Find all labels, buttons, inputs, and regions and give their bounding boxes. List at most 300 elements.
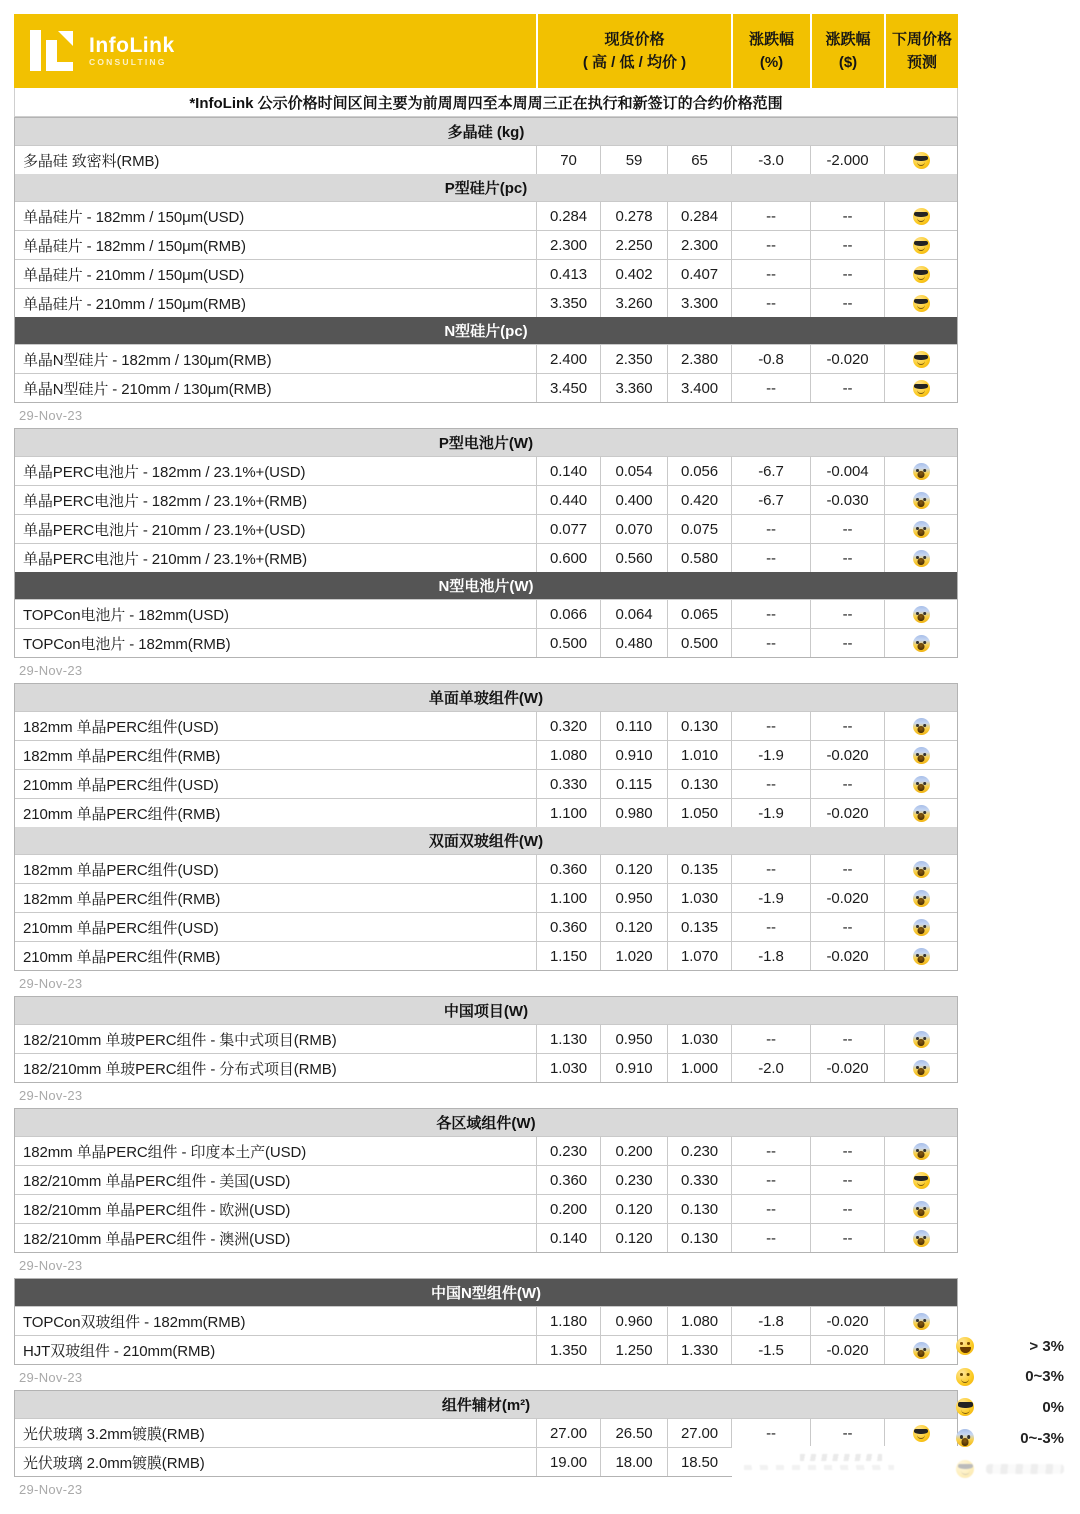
change-pct: -6.7 <box>731 457 810 485</box>
product-row <box>15 1335 957 1364</box>
change-usd: -- <box>810 202 884 230</box>
brand-text <box>89 35 175 68</box>
product-row <box>15 230 957 259</box>
price-high: 1.100 <box>536 884 600 912</box>
screaming-emoji-icon <box>913 1230 930 1247</box>
change-usd: -0.020 <box>810 1336 884 1364</box>
product-name: 210mm 单晶PERC组件(USD) <box>23 919 219 937</box>
change-pct: -- <box>731 1195 810 1223</box>
legend-item <box>956 1362 1064 1393</box>
legend-item <box>956 1392 1064 1423</box>
section-header: 中国N型组件(W) <box>15 1279 957 1306</box>
sunglasses-emoji-icon <box>913 152 930 169</box>
price-avg: 0.420 <box>667 486 731 514</box>
screaming-emoji-icon <box>913 805 930 822</box>
forecast-cell <box>884 942 957 970</box>
col-label: 涨跌幅 <box>825 30 871 48</box>
table-header <box>14 14 958 88</box>
change-usd: -0.020 <box>810 1307 884 1335</box>
price-high: 0.360 <box>536 1166 600 1194</box>
price-avg: 1.030 <box>667 1025 731 1053</box>
product-name: 光伏玻璃 2.0mm镀膜(RMB) <box>23 1454 205 1472</box>
table-block <box>14 428 958 658</box>
price-avg: 3.300 <box>667 289 731 317</box>
change-usd: -0.020 <box>810 942 884 970</box>
forecast-cell <box>884 1224 957 1252</box>
screaming-emoji-icon <box>913 890 930 907</box>
price-avg: 0.407 <box>667 260 731 288</box>
change-pct: -- <box>731 1166 810 1194</box>
col-label: 现货价格 <box>604 30 665 48</box>
price-high: 0.413 <box>536 260 600 288</box>
screaming-emoji-icon <box>913 463 930 480</box>
forecast-cell <box>884 741 957 769</box>
forecast-cell <box>884 913 957 941</box>
screaming-emoji-icon <box>913 1201 930 1218</box>
product-row <box>15 373 957 402</box>
col-forecast <box>884 14 958 88</box>
forecast-cell <box>884 486 957 514</box>
price-low: 0.402 <box>600 260 667 288</box>
product-row <box>15 145 957 174</box>
price-low: 2.350 <box>600 345 667 373</box>
product-name: 多晶硅 致密料(RMB) <box>23 152 160 170</box>
price-avg: 0.130 <box>667 1195 731 1223</box>
table-blocks <box>14 117 958 1502</box>
brand-name: InfoLink <box>89 33 175 57</box>
change-usd: -- <box>810 1224 884 1252</box>
date-label: 29-Nov-23 <box>19 1370 83 1385</box>
change-pct: -- <box>731 712 810 740</box>
product-name: 182/210mm 单晶PERC组件 - 澳洲(USD) <box>23 1230 291 1248</box>
change-pct: -1.5 <box>731 1336 810 1364</box>
product-name: 182/210mm 单晶PERC组件 - 美国(USD) <box>23 1172 291 1190</box>
col-change-usd <box>810 14 884 88</box>
product-row <box>15 941 957 970</box>
change-usd: -- <box>810 1419 884 1447</box>
price-low: 1.250 <box>600 1336 667 1364</box>
product-name: 210mm 单晶PERC组件(RMB) <box>23 805 221 823</box>
change-pct: -- <box>731 544 810 572</box>
price-high: 0.440 <box>536 486 600 514</box>
price-high: 0.140 <box>536 457 600 485</box>
price-high: 0.320 <box>536 712 600 740</box>
product-row <box>15 288 957 317</box>
change-usd: -- <box>810 1195 884 1223</box>
product-row <box>15 1223 957 1252</box>
product-row <box>15 711 957 740</box>
price-low: 0.278 <box>600 202 667 230</box>
legend-label: > 3% <box>1029 1337 1064 1355</box>
product-name: 210mm 单晶PERC组件(RMB) <box>23 948 221 966</box>
change-pct: -0.8 <box>731 345 810 373</box>
product-row <box>15 1053 957 1082</box>
col-sublabel: ( 高 / 低 / 均价 ) <box>582 53 687 71</box>
legend-item <box>956 1453 1064 1484</box>
forecast-cell <box>884 1166 957 1194</box>
forecast-cell <box>884 260 957 288</box>
product-name: 182/210mm 单晶PERC组件 - 欧洲(USD) <box>23 1201 291 1219</box>
price-low: 59 <box>600 146 667 174</box>
price-high: 2.400 <box>536 345 600 373</box>
sunglasses-emoji-icon <box>913 1172 930 1189</box>
forecast-cell <box>884 231 957 259</box>
price-high: 0.500 <box>536 629 600 657</box>
change-pct: -1.9 <box>731 799 810 827</box>
sunglasses-emoji-icon <box>913 266 930 283</box>
product-row <box>15 543 957 572</box>
screaming-emoji-icon <box>913 1060 930 1077</box>
section-header: P型硅片(pc) <box>15 174 957 201</box>
forecast-cell <box>884 515 957 543</box>
change-pct: -3.0 <box>731 146 810 174</box>
price-avg: 18.50 <box>667 1448 731 1476</box>
change-pct: -6.7 <box>731 486 810 514</box>
sunglasses-emoji-icon <box>913 295 930 312</box>
product-name: 单晶PERC电池片 - 182mm / 23.1%+(RMB) <box>23 492 308 510</box>
col-sublabel: (%) <box>759 53 784 71</box>
price-avg: 1.080 <box>667 1307 731 1335</box>
section-header: 双面双玻组件(W) <box>15 827 957 854</box>
sunglasses-emoji-icon <box>913 208 930 225</box>
product-name: 单晶PERC电池片 - 182mm / 23.1%+(USD) <box>23 463 306 481</box>
price-high: 0.360 <box>536 855 600 883</box>
product-row <box>15 1024 957 1053</box>
price-avg: 0.230 <box>667 1137 731 1165</box>
price-high: 1.180 <box>536 1307 600 1335</box>
forecast-cell <box>884 1195 957 1223</box>
product-name: TOPCon电池片 - 182mm(USD) <box>23 606 229 624</box>
product-name: 单晶N型硅片 - 210mm / 130μm(RMB) <box>23 380 272 398</box>
change-usd: -- <box>810 289 884 317</box>
price-low: 0.980 <box>600 799 667 827</box>
change-usd: -0.020 <box>810 884 884 912</box>
product-name: 210mm 单晶PERC组件(USD) <box>23 776 219 794</box>
forecast-cell <box>884 1336 957 1364</box>
price-avg: 0.284 <box>667 202 731 230</box>
watermark-blob <box>732 1446 958 1477</box>
forecast-cell <box>884 799 957 827</box>
product-name: 182mm 单晶PERC组件(USD) <box>23 718 219 736</box>
price-low: 3.360 <box>600 374 667 402</box>
sunglasses-emoji-icon <box>956 1398 974 1416</box>
product-row <box>15 599 957 628</box>
price-avg: 27.00 <box>667 1419 731 1447</box>
change-pct: -1.9 <box>731 884 810 912</box>
screaming-emoji-icon <box>913 747 930 764</box>
legend-item <box>956 1331 1064 1362</box>
table-block <box>14 117 958 403</box>
product-name: TOPCon双玻组件 - 182mm(RMB) <box>23 1313 246 1331</box>
product-name: 单晶硅片 - 182mm / 150μm(RMB) <box>23 237 246 255</box>
forecast-cell <box>884 629 957 657</box>
price-high: 0.330 <box>536 770 600 798</box>
table-block <box>14 683 958 971</box>
product-row <box>15 1136 957 1165</box>
legend-item <box>956 1423 1064 1454</box>
price-high: 0.066 <box>536 600 600 628</box>
screaming-emoji-icon <box>913 919 930 936</box>
forecast-legend <box>956 1331 1064 1484</box>
sunglasses-emoji-icon <box>913 237 930 254</box>
change-pct: -- <box>731 289 810 317</box>
price-low: 0.200 <box>600 1137 667 1165</box>
section-header: 中国项目(W) <box>15 997 957 1024</box>
price-high: 0.140 <box>536 1224 600 1252</box>
section-header: 多晶硅 (kg) <box>15 118 957 145</box>
product-row <box>15 798 957 827</box>
price-high: 0.077 <box>536 515 600 543</box>
sunglasses-emoji-icon <box>913 1425 930 1442</box>
section-header: 组件辅材(m²) <box>15 1391 957 1418</box>
legend-label: 0% <box>1042 1398 1064 1416</box>
change-usd: -- <box>810 712 884 740</box>
date-label: 29-Nov-23 <box>19 408 83 423</box>
price-low: 3.260 <box>600 289 667 317</box>
price-high: 3.450 <box>536 374 600 402</box>
change-usd: -- <box>810 600 884 628</box>
change-pct: -- <box>731 260 810 288</box>
change-usd: -- <box>810 855 884 883</box>
price-table <box>14 14 958 1502</box>
price-low: 26.50 <box>600 1419 667 1447</box>
price-avg: 0.130 <box>667 1224 731 1252</box>
price-low: 0.950 <box>600 884 667 912</box>
forecast-cell <box>884 1054 957 1082</box>
date-label: 29-Nov-23 <box>19 1258 83 1273</box>
price-high: 1.100 <box>536 799 600 827</box>
product-row <box>15 456 957 485</box>
change-pct: -1.8 <box>731 1307 810 1335</box>
change-usd: -- <box>810 770 884 798</box>
grinning-emoji-icon <box>956 1337 974 1355</box>
screaming-emoji-icon <box>913 1143 930 1160</box>
price-low: 0.115 <box>600 770 667 798</box>
forecast-cell <box>884 457 957 485</box>
price-avg: 1.010 <box>667 741 731 769</box>
price-low: 0.120 <box>600 1195 667 1223</box>
price-avg: 1.000 <box>667 1054 731 1082</box>
brand-logo <box>14 14 536 88</box>
price-avg: 65 <box>667 146 731 174</box>
price-avg: 3.400 <box>667 374 731 402</box>
change-usd: -- <box>810 515 884 543</box>
note-row: *InfoLink 公示价格时间区间主要为前周周四至本周周三正在执行和新签订的合约价格范围 <box>14 88 958 117</box>
change-pct: -- <box>731 1419 810 1447</box>
change-pct: -- <box>731 374 810 402</box>
product-row <box>15 912 957 941</box>
forecast-cell <box>884 600 957 628</box>
legend-label: 0~-3% <box>1020 1429 1064 1447</box>
price-low: 0.064 <box>600 600 667 628</box>
section-header: 单面单玻组件(W) <box>15 684 957 711</box>
change-usd: -- <box>810 260 884 288</box>
change-usd: -0.020 <box>810 741 884 769</box>
price-avg: 0.075 <box>667 515 731 543</box>
price-low: 0.480 <box>600 629 667 657</box>
price-high: 19.00 <box>536 1448 600 1476</box>
price-avg: 1.030 <box>667 884 731 912</box>
section-header: 各区域组件(W) <box>15 1109 957 1136</box>
change-usd: -2.000 <box>810 146 884 174</box>
legend-smudge <box>986 1464 1064 1474</box>
price-high: 0.230 <box>536 1137 600 1165</box>
forecast-cell <box>884 345 957 373</box>
price-high: 1.080 <box>536 741 600 769</box>
change-pct: -- <box>731 1025 810 1053</box>
change-usd: -0.020 <box>810 1054 884 1082</box>
product-row <box>15 259 957 288</box>
screaming-emoji-icon <box>913 948 930 965</box>
price-avg: 0.130 <box>667 770 731 798</box>
product-row <box>15 1165 957 1194</box>
col-spot-price <box>536 14 731 88</box>
price-low: 0.960 <box>600 1307 667 1335</box>
infolink-logo-icon <box>30 28 78 74</box>
price-low: 0.120 <box>600 1224 667 1252</box>
change-pct: -- <box>731 855 810 883</box>
forecast-cell <box>884 374 957 402</box>
price-avg: 0.580 <box>667 544 731 572</box>
product-name: 单晶PERC电池片 - 210mm / 23.1%+(USD) <box>23 521 306 539</box>
product-name: 单晶硅片 - 210mm / 150μm(RMB) <box>23 295 246 313</box>
change-usd: -- <box>810 544 884 572</box>
change-usd: -- <box>810 374 884 402</box>
forecast-cell <box>884 202 957 230</box>
price-high: 27.00 <box>536 1419 600 1447</box>
date-label: 29-Nov-23 <box>19 976 83 991</box>
change-pct: -1.8 <box>731 942 810 970</box>
price-high: 1.130 <box>536 1025 600 1053</box>
change-pct: -- <box>731 600 810 628</box>
price-avg: 0.056 <box>667 457 731 485</box>
forecast-cell <box>884 770 957 798</box>
product-name: 单晶PERC电池片 - 210mm / 23.1%+(RMB) <box>23 550 308 568</box>
forecast-cell <box>884 855 957 883</box>
product-name: 182mm 单晶PERC组件 - 印度本土产(USD) <box>23 1143 307 1161</box>
change-usd: -- <box>810 913 884 941</box>
product-row <box>15 854 957 883</box>
price-avg: 1.330 <box>667 1336 731 1364</box>
date-label: 29-Nov-23 <box>19 1088 83 1103</box>
price-high: 2.300 <box>536 231 600 259</box>
screaming-emoji-icon <box>913 718 930 735</box>
price-high: 1.350 <box>536 1336 600 1364</box>
table-block <box>14 996 958 1083</box>
screaming-emoji-icon <box>956 1429 974 1447</box>
product-row <box>15 1194 957 1223</box>
obscured-emoji-icon <box>956 1460 974 1478</box>
forecast-cell <box>884 544 957 572</box>
product-name: HJT双玻组件 - 210mm(RMB) <box>23 1342 216 1360</box>
screaming-emoji-icon <box>913 550 930 567</box>
change-pct: -2.0 <box>731 1054 810 1082</box>
price-low: 0.560 <box>600 544 667 572</box>
price-high: 0.360 <box>536 913 600 941</box>
price-high: 3.350 <box>536 289 600 317</box>
price-low: 0.120 <box>600 855 667 883</box>
price-low: 0.120 <box>600 913 667 941</box>
price-low: 0.910 <box>600 1054 667 1082</box>
date-label: 29-Nov-23 <box>19 1482 83 1497</box>
price-low: 0.110 <box>600 712 667 740</box>
price-low: 0.230 <box>600 1166 667 1194</box>
brand-subtitle: CONSULTING <box>89 56 167 67</box>
product-row <box>15 514 957 543</box>
screaming-emoji-icon <box>913 635 930 652</box>
screaming-emoji-icon <box>913 606 930 623</box>
product-name: 182mm 单晶PERC组件(RMB) <box>23 890 221 908</box>
price-high: 1.030 <box>536 1054 600 1082</box>
forecast-cell <box>884 289 957 317</box>
product-name: 单晶N型硅片 - 182mm / 130μm(RMB) <box>23 351 272 369</box>
product-name: 182mm 单晶PERC组件(RMB) <box>23 747 221 765</box>
change-usd: -0.030 <box>810 486 884 514</box>
forecast-cell <box>884 1307 957 1335</box>
change-pct: -- <box>731 202 810 230</box>
price-low: 0.910 <box>600 741 667 769</box>
product-name: 182/210mm 单玻PERC组件 - 分布式项目(RMB) <box>23 1060 337 1078</box>
smiling-emoji-icon <box>956 1368 974 1386</box>
price-low: 0.400 <box>600 486 667 514</box>
product-row <box>15 628 957 657</box>
screaming-emoji-icon <box>913 1031 930 1048</box>
price-low: 18.00 <box>600 1448 667 1476</box>
price-avg: 0.135 <box>667 913 731 941</box>
change-pct: -- <box>731 515 810 543</box>
product-name: TOPCon电池片 - 182mm(RMB) <box>23 635 231 653</box>
price-low: 2.250 <box>600 231 667 259</box>
screaming-emoji-icon <box>913 492 930 509</box>
legend-label: 0~3% <box>1025 1368 1064 1386</box>
sunglasses-emoji-icon <box>913 351 930 368</box>
product-row <box>15 344 957 373</box>
change-pct: -- <box>731 629 810 657</box>
change-pct: -- <box>731 913 810 941</box>
price-avg: 0.065 <box>667 600 731 628</box>
price-avg: 0.500 <box>667 629 731 657</box>
price-low: 0.070 <box>600 515 667 543</box>
change-usd: -0.020 <box>810 799 884 827</box>
product-row <box>15 769 957 798</box>
date-label: 29-Nov-23 <box>19 663 83 678</box>
change-pct: -- <box>731 770 810 798</box>
product-row <box>15 883 957 912</box>
product-name: 单晶硅片 - 210mm / 150μm(USD) <box>23 266 245 284</box>
product-name: 单晶硅片 - 182mm / 150μm(USD) <box>23 208 245 226</box>
price-high: 0.200 <box>536 1195 600 1223</box>
price-avg: 1.050 <box>667 799 731 827</box>
change-usd: -0.004 <box>810 457 884 485</box>
col-sublabel: 预测 <box>906 53 937 71</box>
change-usd: -- <box>810 1025 884 1053</box>
col-label: 涨跌幅 <box>748 30 794 48</box>
change-usd: -- <box>810 1137 884 1165</box>
product-row <box>15 1418 957 1447</box>
price-high: 0.284 <box>536 202 600 230</box>
screaming-emoji-icon <box>913 521 930 538</box>
screaming-emoji-icon <box>913 1342 930 1359</box>
price-avg: 1.070 <box>667 942 731 970</box>
screaming-emoji-icon <box>913 776 930 793</box>
product-name: 182mm 单晶PERC组件(USD) <box>23 861 219 879</box>
change-pct: -- <box>731 1137 810 1165</box>
sunglasses-emoji-icon <box>913 380 930 397</box>
change-usd: -0.020 <box>810 345 884 373</box>
section-header: P型电池片(W) <box>15 429 957 456</box>
price-avg: 0.130 <box>667 712 731 740</box>
product-row <box>15 1306 957 1335</box>
